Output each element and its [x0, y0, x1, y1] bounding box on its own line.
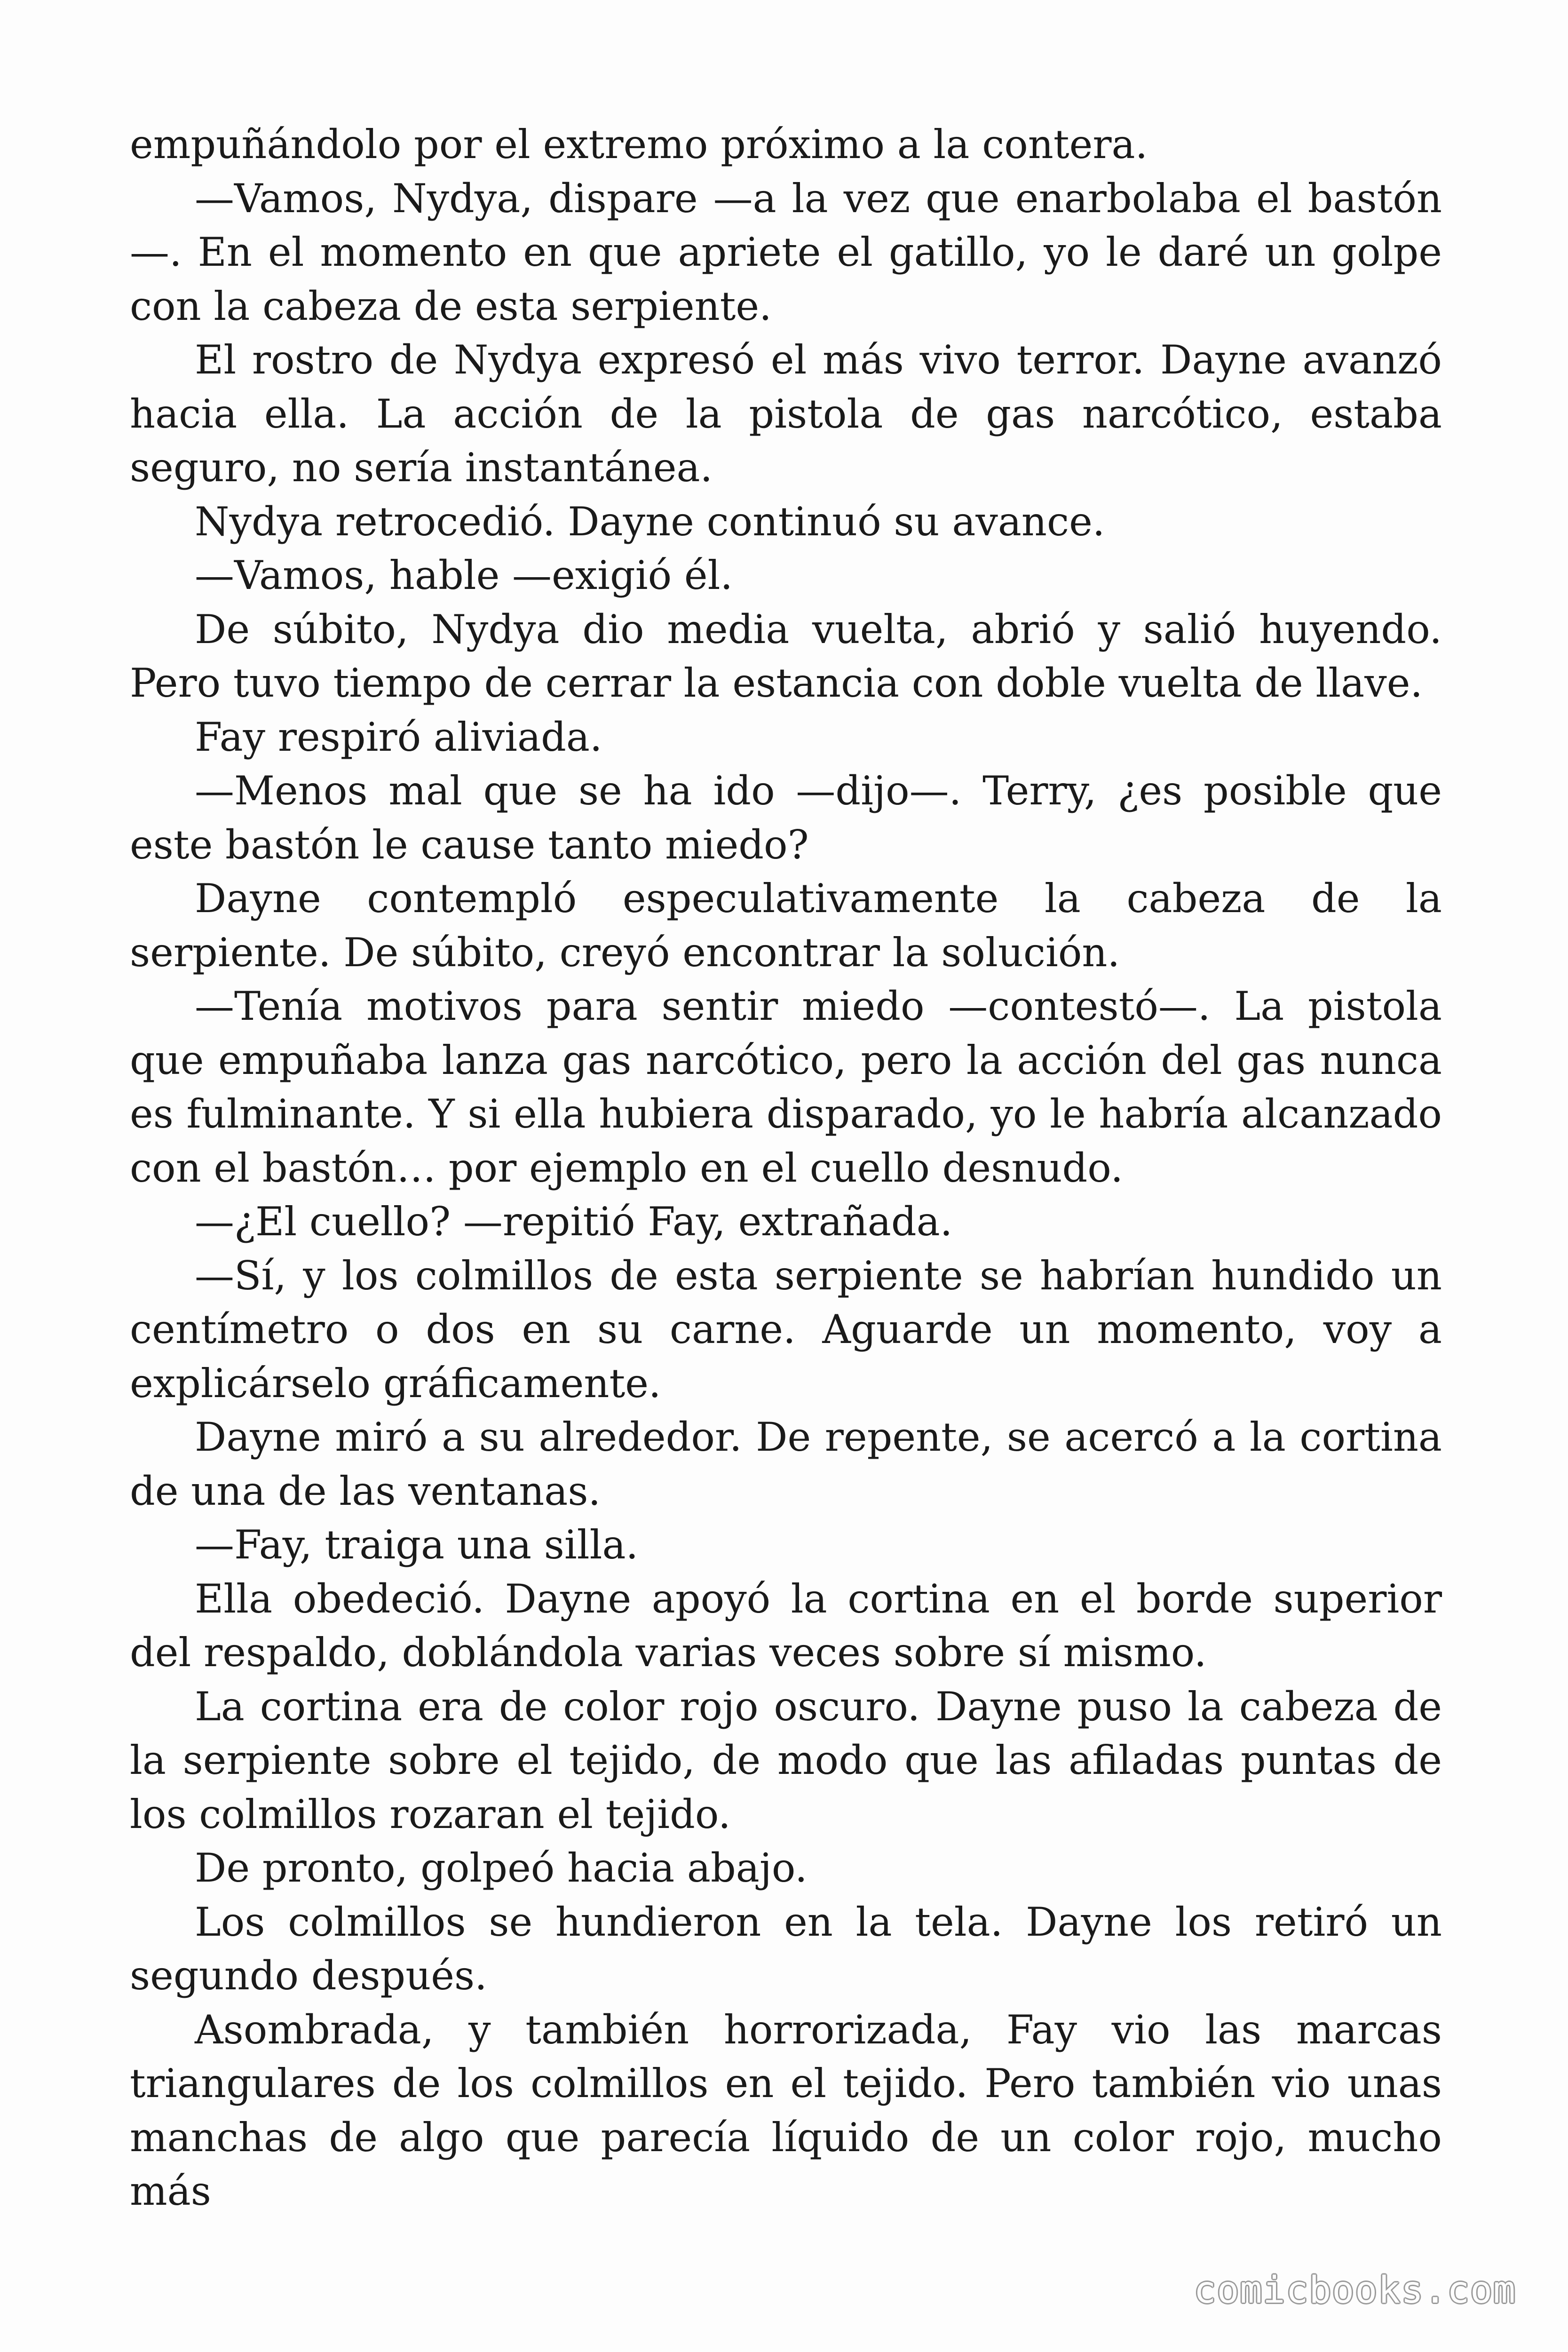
paragraph: Nydya retrocedió. Dayne continuó su avance.: [195, 498, 1105, 545]
watermark: comicbooks.com: [1194, 2269, 1516, 2312]
paragraph: —Sí, y los colmillos de esta serpiente se habrían hundido un centímetro o dos en su carne. Aguarde un momento, voy a explicárselo gráficamente.: [130, 1252, 1442, 1406]
paragraph: Fay respiró aliviada.: [195, 714, 602, 760]
paragraph: La cortina era de color rojo oscuro. Dayne puso la cabeza de la serpiente sobre el tejido, de modo que las afiladas puntas de los colmillos rozaran el tejido.: [130, 1683, 1442, 1837]
body-text: [130, 118, 1442, 2218]
paragraph: —Vamos, Nydya, dispare —a la vez que enarbolaba el bastón—. En el momento en que apriete el gatillo, yo le daré un golpe con la cabeza de esta serpiente.: [130, 175, 1442, 329]
paragraph: Dayne miró a su alrededor. De repente, se acercó a la cortina de una de las ventanas.: [130, 1414, 1442, 1514]
paragraph: —Tenía motivos para sentir miedo —contestó—. La pistola que empuñaba lanza gas narcótico, pero la acción del gas nunca es fulminante. Y si ella hubiera disparado, yo le habría alcanzado con el bastón… por ejemplo en el cuello desnudo.: [130, 983, 1442, 1191]
paragraph: —Menos mal que se ha ido —dijo—. Terry, ¿es posible que este bastón le cause tanto miedo?: [130, 768, 1442, 868]
paragraph: —¿El cuello? —repitió Fay, extrañada.: [195, 1199, 953, 1245]
paragraph: El rostro de Nydya expresó el más vivo terror. Dayne avanzó hacia ella. La acción de la pistola de gas narcótico, estaba seguro, no sería instantánea.: [130, 337, 1442, 491]
paragraph: empuñándolo por el extremo próximo a la contera.: [130, 121, 1148, 167]
paragraph: De súbito, Nydya dio media vuelta, abrió y salió huyendo. Pero tuvo tiempo de cerrar la estancia con doble vuelta de llave.: [130, 606, 1442, 706]
paragraph: —Fay, traiga una silla.: [195, 1522, 639, 1568]
paragraph: Dayne contempló especulativamente la cabeza de la serpiente. De súbito, creyó encontrar la solución.: [130, 875, 1442, 976]
paragraph: Ella obedeció. Dayne apoyó la cortina en el borde superior del respaldo, doblándola varias veces sobre sí mismo.: [130, 1575, 1442, 1676]
paragraph: Asombrada, y también horrorizada, Fay vio las marcas triangulares de los colmillos en el tejido. Pero también vio unas manchas de algo que parecía líquido de un color rojo, mucho más: [130, 2006, 1442, 2214]
paragraph: De pronto, golpeó hacia abajo.: [195, 1845, 808, 1891]
paragraph: Los colmillos se hundieron en la tela. Dayne los retiró un segundo después.: [130, 1899, 1442, 1999]
paragraph: —Vamos, hable —exigió él.: [195, 552, 733, 598]
